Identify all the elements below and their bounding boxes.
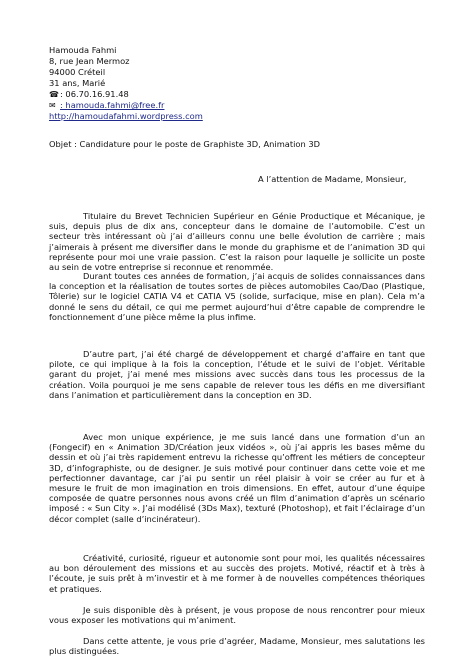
paragraph: Dans cette attente, je vous prie d’agréer, Madame, Monsieur, mes salutations les plus distinguées. (49, 636, 425, 657)
sender-phone: : 06.70.16.91.48 (60, 89, 129, 99)
sender-age: 31 ans, Marié (49, 78, 106, 88)
paragraph: D’autre part, j’ai été chargé de développement et chargé d’affaire en tant que pilote, ce qui implique à la fois la conception, l’étude et le suivi de l’objet. Véritable garant du projet, j’ai mené mes missions avec succès dans tous les processus de la création. Voila pourquoi je me sens capable de relever tous les défis en me diversifiant dans l’animation et particulièrement dans la conception en 3D. (49, 349, 425, 400)
paragraph: Titulaire du Brevet Technicien Supérieur en Génie Productique et Mécanique, je suis, depuis plus de dix ans, concepteur dans le domaine de l’automobile. C’est un secteur très intéressant où j’ai d’ailleurs connu une belle évolution de carrière ; mais j’aimerais à présent me diversifier dans le monde du graphisme et de l’animation 3D qui représente pour moi une vraie passion. C’est la raison pour laquelle je sollicite un poste au sein de votre entreprise si reconnue et renommée. (49, 211, 425, 273)
sender-email-line (49, 100, 203, 111)
sender-phone-line (49, 89, 203, 100)
salutation: A l’attention de Madame, Monsieur, (258, 174, 407, 184)
paragraph: Avec mon unique expérience, je me suis lancé dans une formation d’un an (Fongecif) en « Animation 3D/Création jeux vidéos », où j’ai appris les bases même du dessin et où j’ai très rapidement entrevu la richesse qu’offrent les métiers de concepteur 3D, d’infographiste, ou de designer. Je suis motivé pour continuer dans cette voie et me perfectionner davantage, car j’ai pu sentir un réel plaisir à voir se créer au fur et à mesure le fruit de mon imagination en trois dimensions. En effet, autour d’une équipe composée de quatre personnes nous avons créé un film d’animation d’après un scénario imposé : « Sun City ». J’ai modélisé (3Ds Max), texturé (Photoshop), et fait l’éclairage d’un décor complet (salle d’incinérateur). (49, 432, 425, 524)
paragraph: Créativité, curiosité, rigueur et autonomie sont pour moi, les qualités nécessaires au bon déroulement des missions et au succès des projets. Motivé, réactif et à très à l’écoute, je suis prêt à m’investir et à me former à de nouvelles compétences théoriques et pratiques. (49, 553, 425, 594)
sender-street: 8, rue Jean Mermoz (49, 56, 130, 66)
sender-city: 94000 Créteil (49, 67, 106, 77)
sender-website-line (49, 111, 203, 122)
sender-website-link[interactable]: http://hamoudafahmi.wordpress.com (49, 111, 203, 121)
paragraph: Je suis disponible dès à présent, je vous propose de nous rencontrer pour mieux vous exposer les motivations qui m’animent. (49, 605, 425, 626)
paragraph: Durant toutes ces années de formation, j’ai acquis de solides connaissances dans la conception et la réalisation de toutes sortes de pièces automobiles Cao/Dao (Plastique, Tôlerie) sur le logiciel CATIA V4 et CATIA V5 (solide, surfacique, mise en plan). Cela m’a donné le sens du détail, ce qui me permet aujourd’hui d’être capable de comprendre le fonctionnement d’une pièce même la plus infime. (49, 271, 425, 322)
object-line: Objet : Candidature pour le poste de Graphiste 3D, Animation 3D (49, 139, 321, 149)
sender-block (49, 45, 203, 122)
sender-name: Hamouda Fahmi (49, 45, 117, 55)
sender-email-link[interactable]: : hamouda.fahmi@free.fr (60, 100, 165, 110)
envelope-icon: ✉ (49, 101, 56, 110)
phone-icon: ☎ (49, 90, 59, 99)
